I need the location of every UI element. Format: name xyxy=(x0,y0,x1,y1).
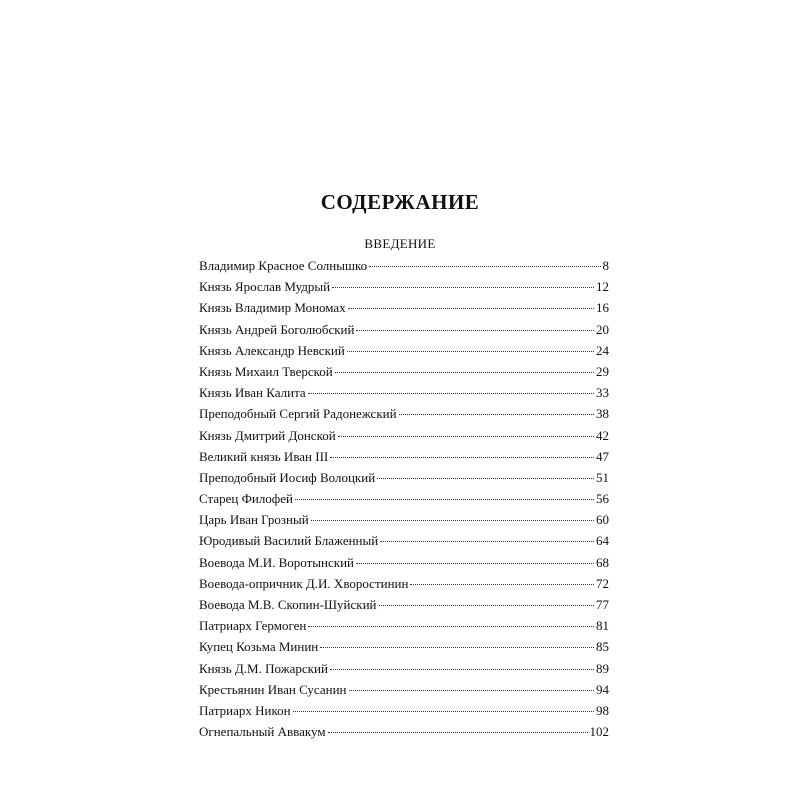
dot-leader xyxy=(348,308,594,309)
toc-entry-page: 38 xyxy=(596,406,609,422)
dot-leader xyxy=(356,563,594,564)
toc-entry-label: Князь Д.М. Пожарский xyxy=(199,660,328,676)
dot-leader xyxy=(335,372,594,373)
toc-entry-label: Преподобный Иосиф Волоцкий xyxy=(199,469,376,485)
toc-entry-label: Князь Александр Невский xyxy=(199,342,345,358)
dot-leader xyxy=(380,541,594,542)
toc-entry-page: 77 xyxy=(596,597,609,612)
toc-entry-page: 42 xyxy=(596,427,609,443)
toc-entry-label: Князь Ярослав Мудрый xyxy=(199,279,331,295)
toc-entry xyxy=(199,703,609,724)
toc-entry-page: 51 xyxy=(596,469,609,485)
toc-entry-label: Великий князь Иван III xyxy=(199,448,329,464)
toc-entry xyxy=(199,428,609,449)
toc-entry-page: 29 xyxy=(596,363,609,379)
dot-leader xyxy=(308,393,594,394)
toc-entry-page: 47 xyxy=(596,448,609,464)
dot-leader xyxy=(332,287,594,288)
dot-leader xyxy=(399,414,594,415)
toc-entry-label: Патриарх Никон xyxy=(199,702,291,718)
dot-leader xyxy=(293,711,594,712)
toc-entry-page: 64 xyxy=(596,533,609,549)
toc-entry xyxy=(199,385,609,406)
toc-entry xyxy=(199,300,609,321)
toc-entry-page: 12 xyxy=(596,279,609,295)
toc-entry xyxy=(199,724,609,745)
toc-entry-page: 72 xyxy=(596,575,609,591)
dot-leader xyxy=(295,499,594,500)
dot-leader xyxy=(338,436,594,437)
toc-entry-label: Князь Андрей Боголюбский xyxy=(199,321,355,337)
dot-leader xyxy=(320,647,594,648)
dot-leader xyxy=(379,605,595,606)
toc-entry xyxy=(199,512,609,533)
toc-entry xyxy=(199,406,609,427)
toc-entry-page: 68 xyxy=(596,554,609,570)
toc-entry xyxy=(199,491,609,512)
dot-leader xyxy=(349,690,595,691)
toc-entry-label: Воевода М.В. Скопин-Шуйский xyxy=(199,597,377,612)
toc-entry-label: Воевода М.И. Воротынский xyxy=(199,554,354,570)
dot-leader xyxy=(311,520,594,521)
toc-entry xyxy=(199,682,609,703)
toc-entry xyxy=(199,258,609,279)
dot-leader xyxy=(347,351,594,352)
toc-entry xyxy=(199,618,609,639)
toc-entry-page: 94 xyxy=(596,681,609,697)
toc-entry-label: Князь Дмитрий Донской xyxy=(199,427,336,443)
toc-entry xyxy=(199,449,609,470)
toc-entry-page: 81 xyxy=(596,618,609,634)
toc-entry-page: 8 xyxy=(602,258,609,273)
toc-entry xyxy=(199,639,609,660)
toc-entry-label: Огнепальный Аввакум xyxy=(199,724,326,740)
toc-entry xyxy=(199,322,609,343)
toc-entry xyxy=(199,576,609,597)
toc-entry xyxy=(199,364,609,385)
toc-entry xyxy=(199,661,609,682)
toc-entry-label: Князь Иван Калита xyxy=(199,385,306,401)
toc-entry-page: 102 xyxy=(589,724,609,740)
toc-entry-label: Преподобный Сергий Радонежский xyxy=(199,406,397,422)
dot-leader xyxy=(356,330,594,331)
page-title: СОДЕРЖАНИЕ xyxy=(320,190,480,214)
toc-entry-label: Юродивый Василий Блаженный xyxy=(199,533,379,549)
dot-leader xyxy=(330,457,594,458)
toc-entry xyxy=(199,597,609,618)
dot-leader xyxy=(330,669,594,670)
toc-entry-page: 56 xyxy=(596,491,609,507)
dot-leader xyxy=(377,478,594,479)
toc-entry-label: Князь Михаил Тверской xyxy=(199,363,333,379)
dot-leader xyxy=(328,732,588,733)
toc-entry xyxy=(199,279,609,300)
toc-entry xyxy=(199,343,609,364)
toc-entry-label: Старец Филофей xyxy=(199,491,293,507)
toc-entry-label: Царь Иван Грозный xyxy=(199,512,309,528)
toc-entry-page: 16 xyxy=(596,300,609,316)
table-of-contents xyxy=(199,258,609,745)
toc-entry-page: 85 xyxy=(596,639,609,655)
toc-entry-page: 24 xyxy=(596,342,609,358)
intro-heading: ВВЕДЕНИЕ xyxy=(364,236,436,251)
toc-entry-label: Крестьянин Иван Сусанин xyxy=(199,681,347,697)
dot-leader xyxy=(410,584,594,585)
toc-entry-page: 20 xyxy=(596,321,609,337)
toc-entry-label: Патриарх Гермоген xyxy=(199,618,307,634)
toc-entry-label: Купец Козьма Минин xyxy=(199,639,319,655)
toc-entry-page: 89 xyxy=(596,660,609,676)
toc-entry-page: 98 xyxy=(596,702,609,718)
toc-entry xyxy=(199,555,609,576)
toc-entry xyxy=(199,533,609,554)
toc-entry-page: 60 xyxy=(596,512,609,528)
toc-entry-label: Воевода-опричник Д.И. Хворостинин xyxy=(199,575,409,591)
dot-leader xyxy=(308,626,594,627)
toc-entry-page: 33 xyxy=(596,385,609,401)
dot-leader xyxy=(369,266,600,267)
toc-entry-label: Владимир Красное Солнышко xyxy=(199,258,368,273)
toc-entry-label: Князь Владимир Мономах xyxy=(199,300,346,316)
toc-entry xyxy=(199,470,609,491)
